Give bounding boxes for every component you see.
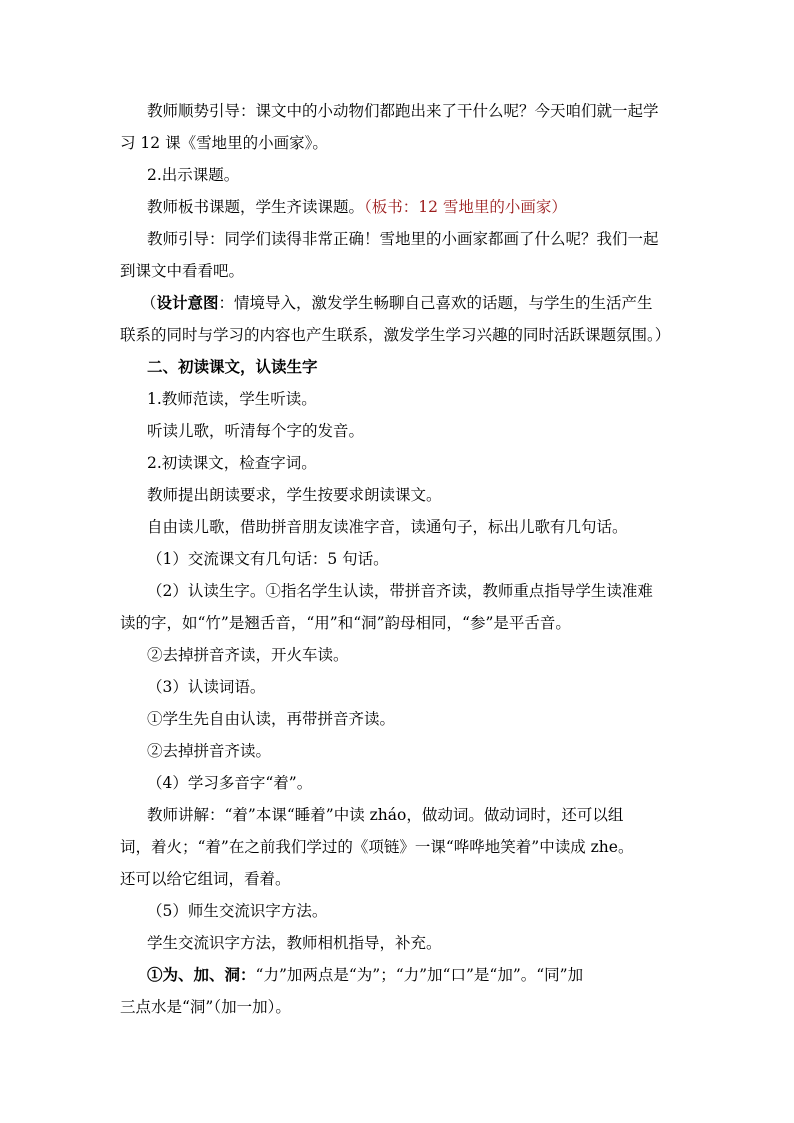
add-method-label: ①为、加、洞： [147, 965, 256, 984]
item-add-method-line1 [147, 965, 583, 985]
item-polyphonic-character: （4）学习多音字“着”。 [147, 774, 313, 792]
paragraph-design-intent-line2: 联系的同时与学习的内容也产生联系，激发学生学习兴趣的同时活跃课题氛围。） [120, 326, 671, 344]
item-sentence-count: （1）交流课文有几句话：5 句话。 [147, 550, 389, 568]
step-free-reading: 自由读儿歌，借助拼音朋友读准字音，读通句子，标出儿歌有几句话。 [147, 518, 628, 536]
design-intent-text: ：情境导入，激发学生畅聊自己喜欢的话题，与学生的生活产生 [218, 294, 653, 312]
item-teacher-explain-line1: 教师讲解：“着”本课“睡着”中读 zháo，做动词。做动词时，还可以组 [147, 806, 624, 824]
step-reading-requirements: 教师提出朗读要求，学生按要求朗读课文。 [147, 486, 442, 504]
item-recognize-characters-line1: （2）认读生字。①指名学生认读，带拼音齐读，教师重点指导学生读准难 [147, 582, 653, 600]
design-intent-label: 设计意图 [156, 293, 219, 312]
section-heading-initial-reading: 二、初读课文，认读生字 [147, 357, 318, 376]
item-literacy-methods-desc: 学生交流识字方法，教师相机指导，补充。 [147, 934, 442, 952]
item-teacher-explain-line3: 还可以给它组词，看着。 [120, 870, 291, 888]
item-recognize-words: （3）认读词语。 [147, 678, 266, 696]
paragraph-design-intent-line1 [141, 293, 653, 313]
board-writing-text: 教师板书课题，学生齐读课题。 [147, 198, 365, 216]
item-teacher-explain-line2: 词，着火；“着”在之前我们学过的《项链》一课“哗哗地笑着”中读成 zhe。 [120, 838, 634, 856]
item-remove-pinyin-train-reading: ②去掉拼音齐读，开火车读。 [147, 646, 349, 664]
paragraph-board-writing [147, 197, 567, 217]
item-words-remove-pinyin: ②去掉拼音齐读。 [147, 742, 272, 760]
paragraph-teacher-question-line2: 到课文中看看吧。 [120, 262, 245, 280]
paragraph-teacher-question-line1: 教师引导：同学们读得非常正确！雪地里的小画家都画了什么呢？我们一起 [147, 230, 659, 248]
design-intent-open-paren: （ [141, 294, 157, 312]
step-show-title: 2.出示课题。 [147, 166, 240, 184]
item-literacy-methods: （5）师生交流识字方法。 [147, 902, 328, 920]
step-initial-reading-check: 2.初读课文，检查字词。 [147, 454, 317, 472]
step-listen-description: 听读儿歌，听清每个字的发音。 [147, 422, 365, 440]
board-writing-content: （板书：12 雪地里的小画家） [364, 198, 567, 216]
paragraph-teacher-guide-line2: 习 12 课《雪地里的小画家》。 [120, 134, 328, 152]
item-recognize-characters-line2: 读的字，如“竹”是翘舌音，“用”和“洞”韵母相同，“参”是平舌音。 [120, 614, 571, 632]
step-teacher-model-reading: 1.教师范读，学生听读。 [147, 390, 317, 408]
item-words-free-reading: ①学生先自由认读，再带拼音齐读。 [147, 710, 396, 728]
paragraph-teacher-guide-line1: 教师顺势引导：课文中的小动物们都跑出来了干什么呢？今天咱们就一起学 [147, 102, 659, 120]
item-add-method-line2: 三点水是“洞”（加一加）。 [120, 998, 291, 1016]
add-method-text: “力”加两点是“为”；“力”加“口”是“加”。“同”加 [255, 966, 584, 984]
